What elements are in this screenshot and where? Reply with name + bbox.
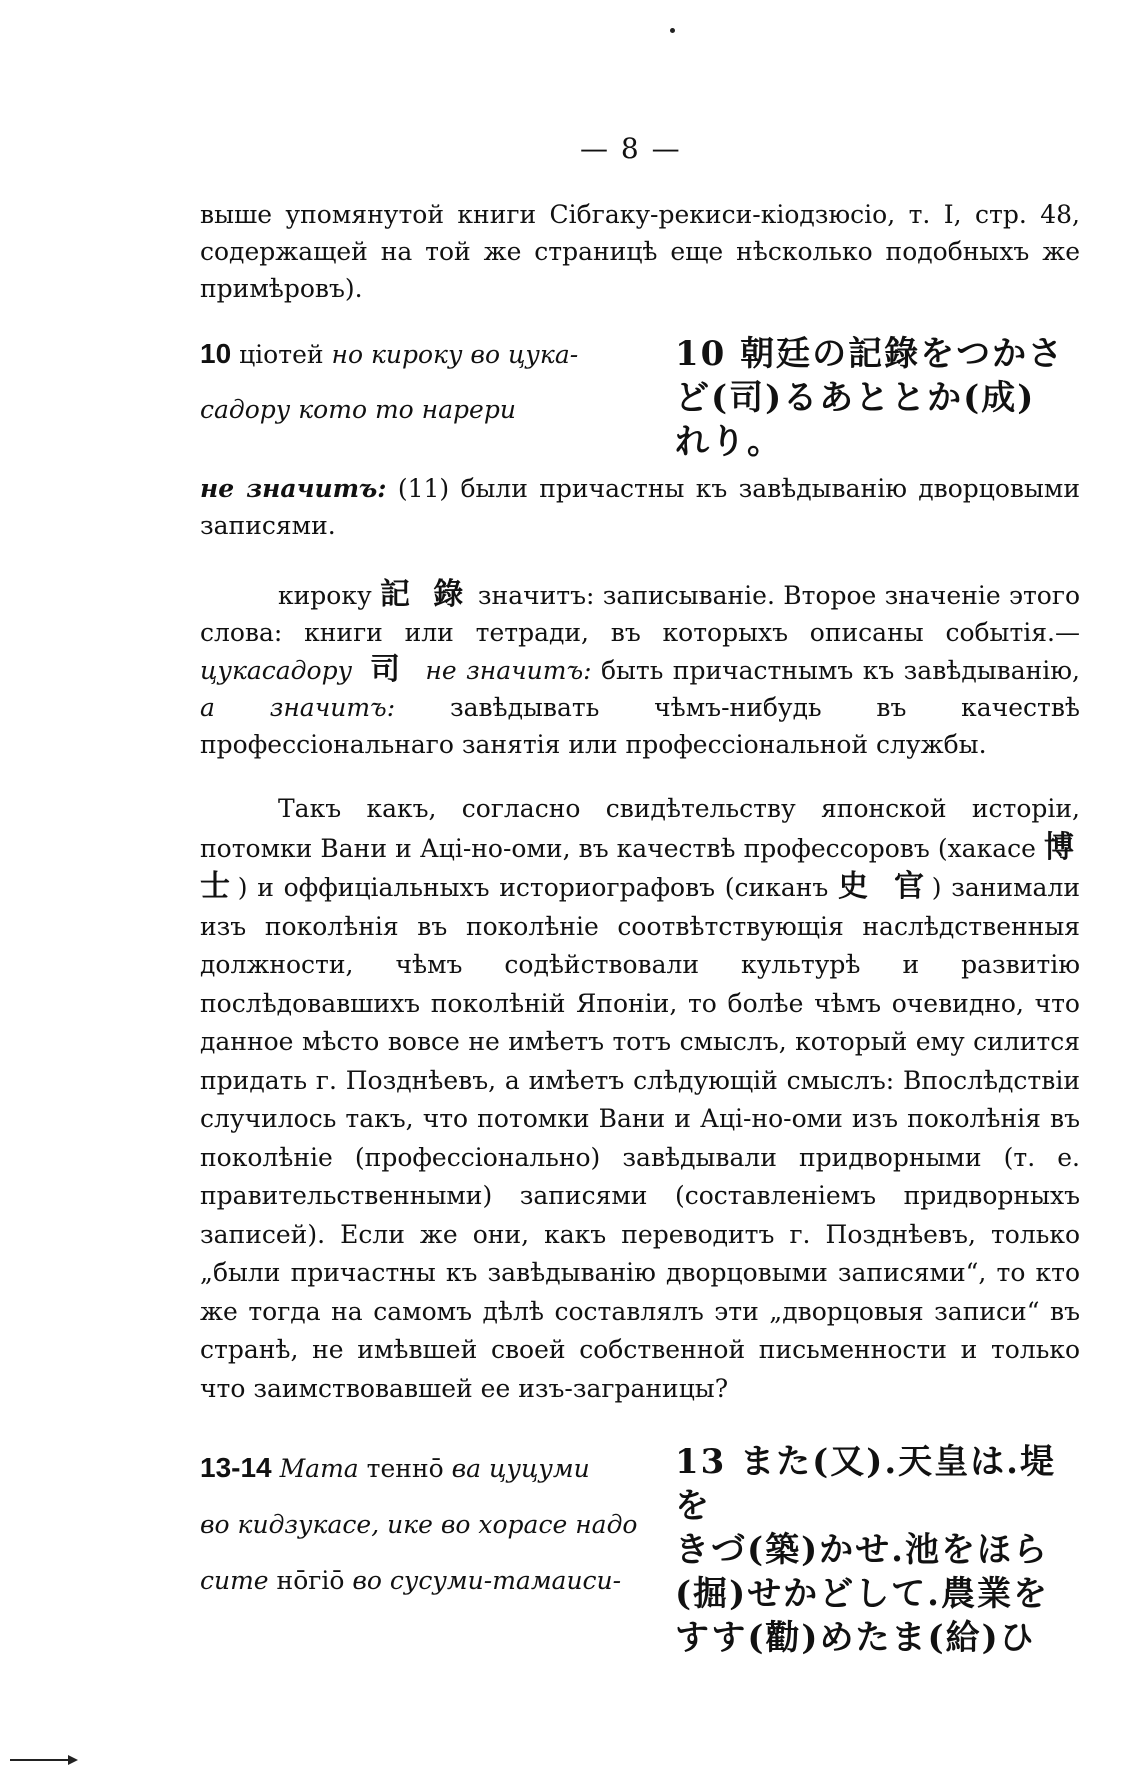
paragraph-text: (11) были причастны къ завѣдыванiю дворцовыми записями. <box>200 474 1081 540</box>
section-10-japanese <box>675 332 1080 464</box>
japanese-line: れり。 <box>675 422 783 462</box>
section-10-transliteration <box>200 334 650 430</box>
paragraph-text: быть причастнымъ къ завѣдыванiю, <box>591 656 1080 685</box>
section-number: 10 <box>200 338 232 369</box>
japanese-line: (掘)せかどして.農業を <box>675 1574 1050 1614</box>
paragraph-continuation <box>200 196 1080 307</box>
paragraph-text: Такъ какъ, согласно свидѣтельству японской исторiи, потомки Вани и Ацi-но-оми, въ качествѣ профессоровъ (хакасе <box>200 794 1080 863</box>
kanji-tsukasa: 司 <box>352 652 426 687</box>
transliteration-text: но кироку во цука- <box>331 340 579 369</box>
japanese-line: 10 朝廷の記錄をつかさ <box>675 334 1065 374</box>
paragraph-text: ) занимали изъ поколѣнiя въ поколѣнiе соотвѣтствующiя наслѣдственныя должности, чѣмъ содѣйствовали культурѣ и развитiю послѣдовавшихъ поколѣнiй Японiи, то болѣе чѣмъ очевидно, что данное мѣсто вовсе не имѣетъ тотъ смыслъ, который ему силится придать г. Позднѣевъ, а имѣетъ слѣдующiй смыслъ: Впослѣдствiи случилось такъ, что потомки Вани и Ацi-но-оми изъ поколѣнiя въ поколѣнiе (профессiонально) завѣдывали придворными (т. е. правительственными) записями (составленiемъ придворныхъ записей). Если же они, какъ переводитъ г. Позднѣевъ, только „были причастны къ завѣдыванiю дворцовыми записями“, то кто же тогда на самомъ дѣлѣ составлялъ эти „дворцовыя записи“ въ странѣ, не имѣвшей своей собственной письменности и только что заимствовавшей ее изъ-заграницы? <box>200 873 1080 1403</box>
paragraph-argument <box>200 790 1080 1408</box>
section-13-14-transliteration <box>200 1440 650 1609</box>
japanese-line: 13 また(又).天皇は.堤を <box>675 1442 1056 1526</box>
paragraph-kiroku <box>200 576 1080 763</box>
transliteration-text: во сусуми-тамаиси- <box>352 1566 622 1595</box>
emphasis-text: не значитъ: <box>200 474 387 503</box>
transliteration-text: во кидзукасе, ике во хорасе надо <box>200 1510 638 1539</box>
stray-dot-mark <box>670 28 675 33</box>
japanese-line: すす(勸)めたま(給)ひ <box>675 1618 1036 1658</box>
section-13-14-japanese <box>675 1440 1080 1660</box>
page-number: — 8 — <box>580 132 682 165</box>
arrow-shaft <box>10 1759 70 1761</box>
paragraph-translation-note <box>200 470 1080 544</box>
paragraph-text: значитъ: записыванiе. Второе значенiе этого слова: книги или тетради, въ которыхъ описаны событiя.— <box>200 581 1080 647</box>
paragraph-text: выше упомянутой книги Сiбгаку-рекиси-кiодзюсiо, т. I, стр. 48, содержащей на той же страницѣ еще нѣсколько подобныхъ же примѣровъ). <box>200 200 1080 303</box>
emphasis-text: не значитъ: <box>425 656 592 685</box>
transliteration-text: ва цуцуми <box>451 1454 590 1483</box>
arrow-head <box>68 1755 78 1765</box>
paragraph-text: завѣдывать чѣмъ-нибудь въ качествѣ профессiональнаго занятiя или профессiональной службы. <box>200 693 1081 759</box>
emphasis-text: а значитъ: <box>200 693 396 722</box>
transliteration-text: Мата <box>279 1454 359 1483</box>
word-ciotei: цiотей <box>239 340 324 369</box>
emphasis-text: цукасадору <box>200 656 353 685</box>
section-number: 13-14 <box>200 1452 272 1483</box>
kanji-hakase: 博 士 <box>200 829 1080 904</box>
kanji-kiroku: 記 錄 <box>380 577 470 612</box>
transliteration-text: но̄гiо̄ <box>268 1566 353 1595</box>
paragraph-text: ) и оффицiальныхъ историографовъ (сиканъ <box>237 873 839 902</box>
transliteration-text: садору кото то нарери <box>200 395 516 424</box>
kanji-shikan: 史 官 <box>838 869 932 904</box>
transliteration-text: тенно̄ <box>358 1454 452 1483</box>
paragraph-text: кироку <box>278 581 380 610</box>
transliteration-text: сите <box>200 1566 269 1595</box>
japanese-line: きづ(築)かせ.池をほら <box>675 1530 1050 1570</box>
arrow-mark-icon <box>10 1755 78 1765</box>
japanese-line: ど(司)るあととか(成) <box>675 378 1036 418</box>
